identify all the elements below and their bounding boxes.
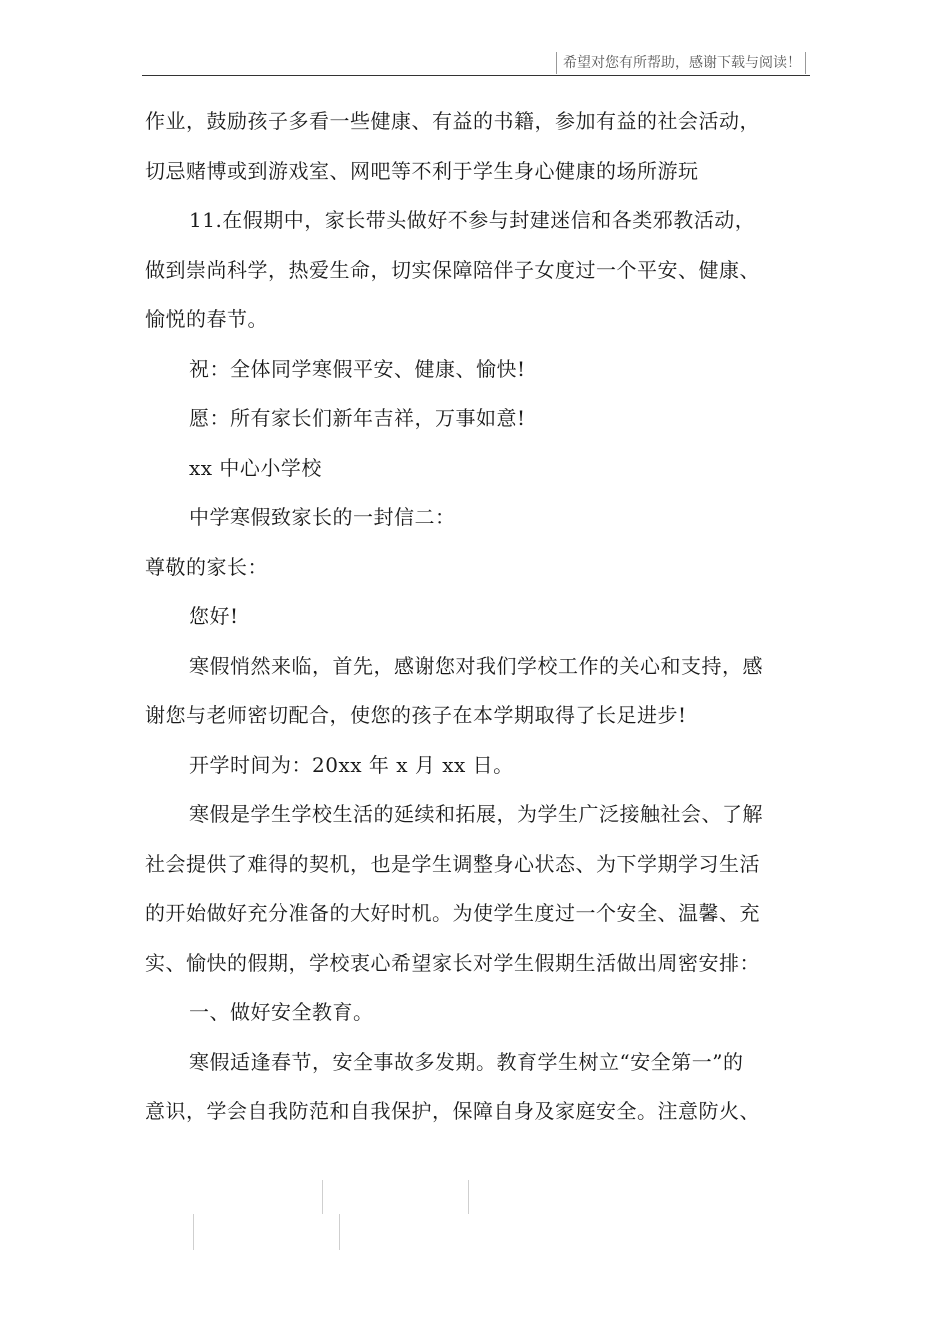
footer-mark xyxy=(468,1180,469,1214)
text-line: 尊敬的家长： xyxy=(145,554,268,579)
text-line: 谢您与老师密切配合，使您的孩子在本学期取得了长足进步! xyxy=(145,703,687,727)
text-line: 社会提供了难得的契机，也是学生调整身心状态、为下学期学习生活 xyxy=(145,851,760,876)
header-banner: 希望对您有所帮助，感谢下载与阅读！ xyxy=(556,52,806,74)
header-rule xyxy=(142,75,810,76)
text-line: 愉悦的春节。 xyxy=(145,307,268,331)
text-line: 意识，学会自我防范和自我保护，保障自身及家庭安全。注意防火、 xyxy=(145,1099,760,1123)
text-line: 作业，鼓励孩子多看一些健康、有益的书籍，参加有益的社会活动， xyxy=(145,109,760,133)
footer-mark xyxy=(339,1214,340,1250)
text-line: 寒假是学生学校生活的延续和拓展，为学生广泛接触社会、了解 xyxy=(189,802,763,826)
text-line: 做到崇尚科学，热爱生命，切实保障陪伴子女度过一个平安、健康、 xyxy=(145,257,760,282)
text-line: xx 中心小学校 xyxy=(189,455,322,480)
text-line: 一、做好安全教育。 xyxy=(189,1000,374,1024)
text-line: 切忌赌博或到游戏室、网吧等不利于学生身心健康的场所游玩 xyxy=(145,158,699,183)
text-line: 中学寒假致家长的一封信二： xyxy=(189,505,456,529)
text-line: 11.在假期中，家长带头做好不参与封建迷信和各类邪教活动， xyxy=(189,208,756,232)
document-body xyxy=(145,97,825,1137)
text-line: 开学时间为：20xx 年 x 月 xx 日。 xyxy=(189,752,514,777)
text-line: 寒假悄然来临，首先，感谢您对我们学校工作的关心和支持，感 xyxy=(189,653,763,678)
text-line: 您好! xyxy=(189,604,239,628)
text-line: 寒假适逢春节，安全事故多发期。教育学生树立“安全第一”的 xyxy=(189,1049,744,1074)
text-line: 愿：所有家长们新年吉祥，万事如意! xyxy=(189,406,526,430)
footer-mark xyxy=(193,1214,194,1250)
text-line: 祝：全体同学寒假平安、健康、愉快! xyxy=(189,356,526,381)
footer-mark xyxy=(322,1180,323,1214)
text-line: 的开始做好充分准备的大好时机。为使学生度过一个安全、温馨、充 xyxy=(145,901,760,925)
text-line: 实、愉快的假期，学校衷心希望家长对学生假期生活做出周密安排： xyxy=(145,950,760,975)
